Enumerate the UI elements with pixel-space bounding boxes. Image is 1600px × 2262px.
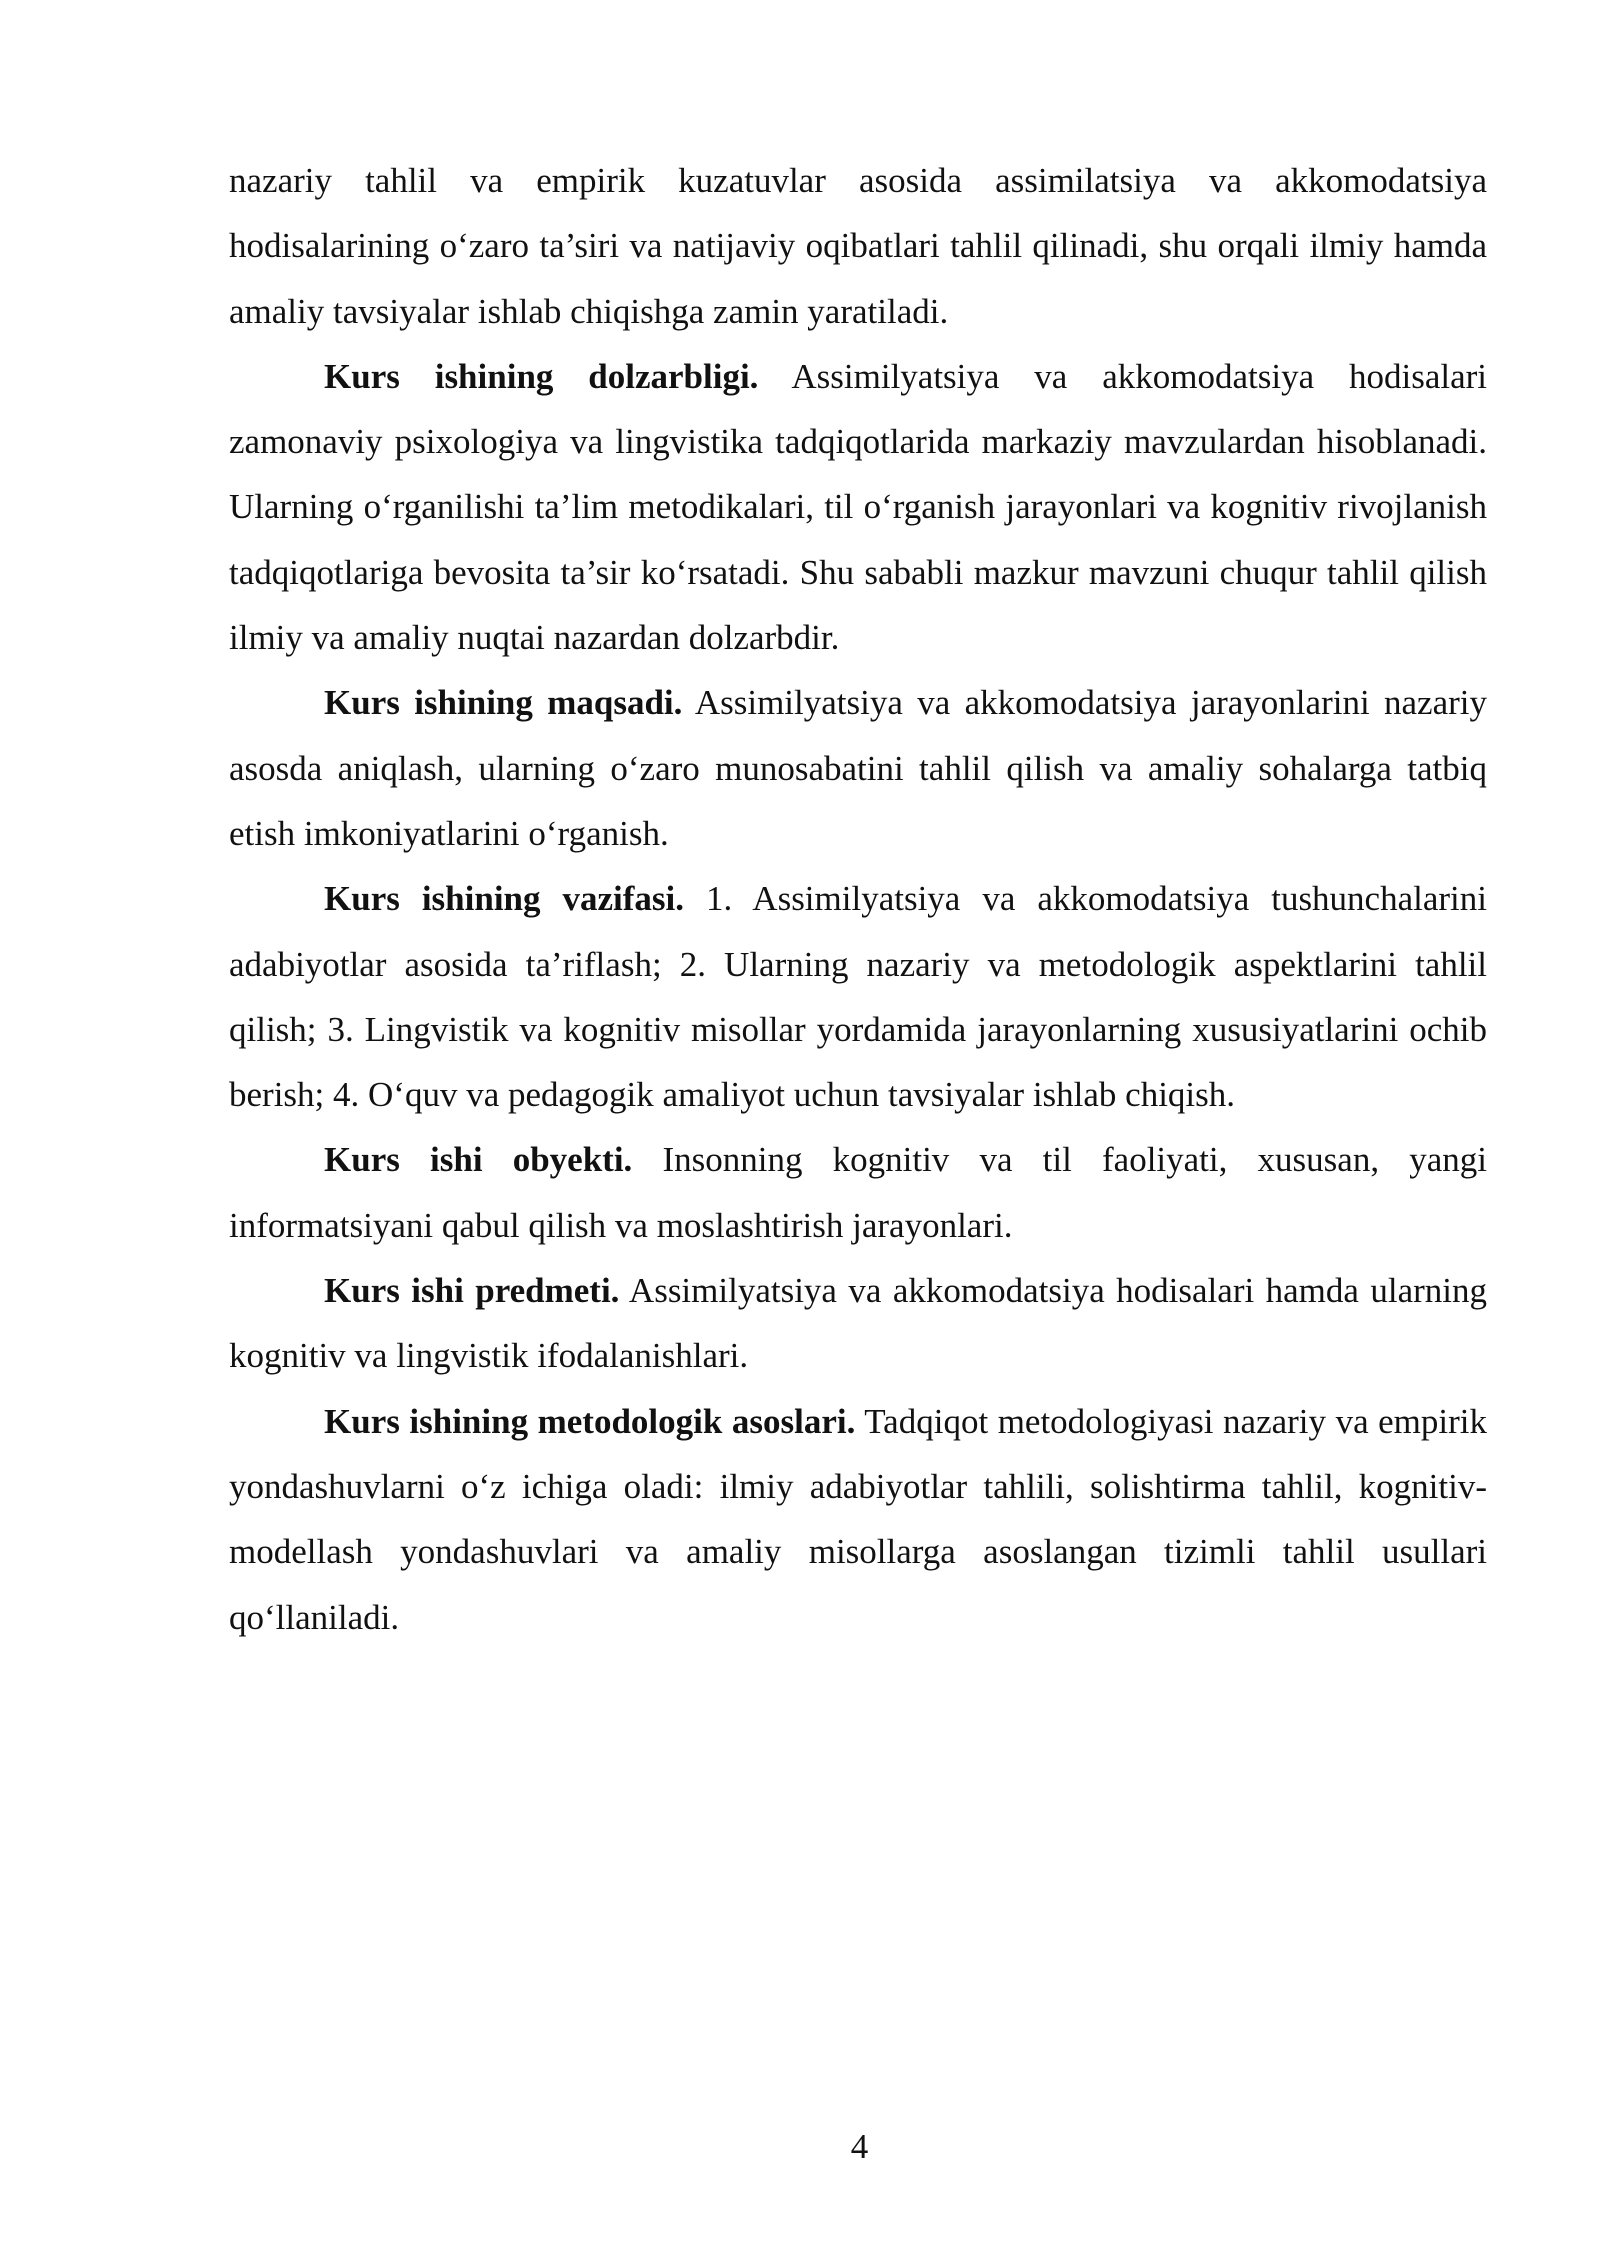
paragraph-text: Tadqiqot metodologiyasi nazariy va empirik yondashuvlarni o‘z ichiga oladi: ilmiy adabiyotlar tahlili, solishtirma tahlil, kognitiv-modellash yondashuvlari va amaliy misollarga asoslangan tizimli tahlil usullari qo‘llaniladi. xyxy=(229,1401,1487,1637)
paragraph-heading: Kurs ishining maqsadi. xyxy=(324,683,683,723)
paragraph-heading: Kurs ishining metodologik asoslari. xyxy=(324,1401,856,1441)
body-text xyxy=(229,148,1487,1650)
paragraph-text: Assimilyatsiya va akkomodatsiya hodisalari zamonaviy psixologiya va lingvistika tadqiqotlarida markaziy mavzulardan hisoblanadi. Ularning o‘rganilishi ta’lim metodikalari, til o‘rganish jarayonlari va kognitiv rivojlanish tadqiqotlariga bevosita ta’sir ko‘rsatadi. Shu sababli mazkur mavzuni chuqur tahlil qilish ilmiy va amaliy nuqtai nazardan dolzarbdir. xyxy=(229,356,1487,658)
page-number: 4 xyxy=(850,2127,869,2166)
paragraph-tasks xyxy=(229,866,1487,1127)
paragraph-heading: Kurs ishi predmeti. xyxy=(324,1271,620,1311)
paragraph-text: Assimilyatsiya va akkomodatsiya jarayonlarini nazariy asosda aniqlash, ularning o‘zaro munosabatini tahlil qilish va amaliy sohalarga tatbiq etish imkoniyatlarini o‘rganish. xyxy=(229,683,1487,853)
paragraph-object xyxy=(229,1127,1487,1258)
paragraph-heading: Kurs ishining dolzarbligi. xyxy=(324,356,759,396)
paragraph-text: 1. Assimilyatsiya va akkomodatsiya tushunchalarini adabiyotlar asosida ta’riflash; 2. Ularning nazariy va metodologik aspektlarini tahlil qilish; 3. Lingvistik va kognitiv misollar yordamida jarayonlarning xususiyatlarini ochib berish; 4. O‘quv va pedagogik amaliyot uchun tavsiyalar ishlab chiqish. xyxy=(229,879,1487,1115)
paragraph-goal xyxy=(229,670,1487,866)
paragraph-continuation xyxy=(229,148,1487,344)
paragraph-subject xyxy=(229,1258,1487,1389)
paragraph-text: Insonning kognitiv va til faoliyati, xususan, yangi informatsiyani qabul qilish va moslashtirish jarayonlari. xyxy=(229,1140,1487,1245)
paragraph-heading: Kurs ishining vazifasi. xyxy=(324,879,685,919)
paragraph-text: nazariy tahlil va empirik kuzatuvlar asosida assimilatsiya va akkomodatsiya hodisalarining o‘zaro ta’siri va natijaviy oqibatlari tahlil qilinadi, shu orqali ilmiy hamda amaliy tavsiyalar ishlab chiqishga zamin yaratiladi. xyxy=(229,161,1487,331)
paragraph-methodology xyxy=(229,1389,1487,1650)
paragraph-heading: Kurs ishi obyekti. xyxy=(324,1140,633,1180)
paragraph-text: Assimilyatsiya va akkomodatsiya hodisalari hamda ularning kognitiv va lingvistik ifodalanishlari. xyxy=(229,1271,1487,1376)
paragraph-relevance xyxy=(229,344,1487,670)
